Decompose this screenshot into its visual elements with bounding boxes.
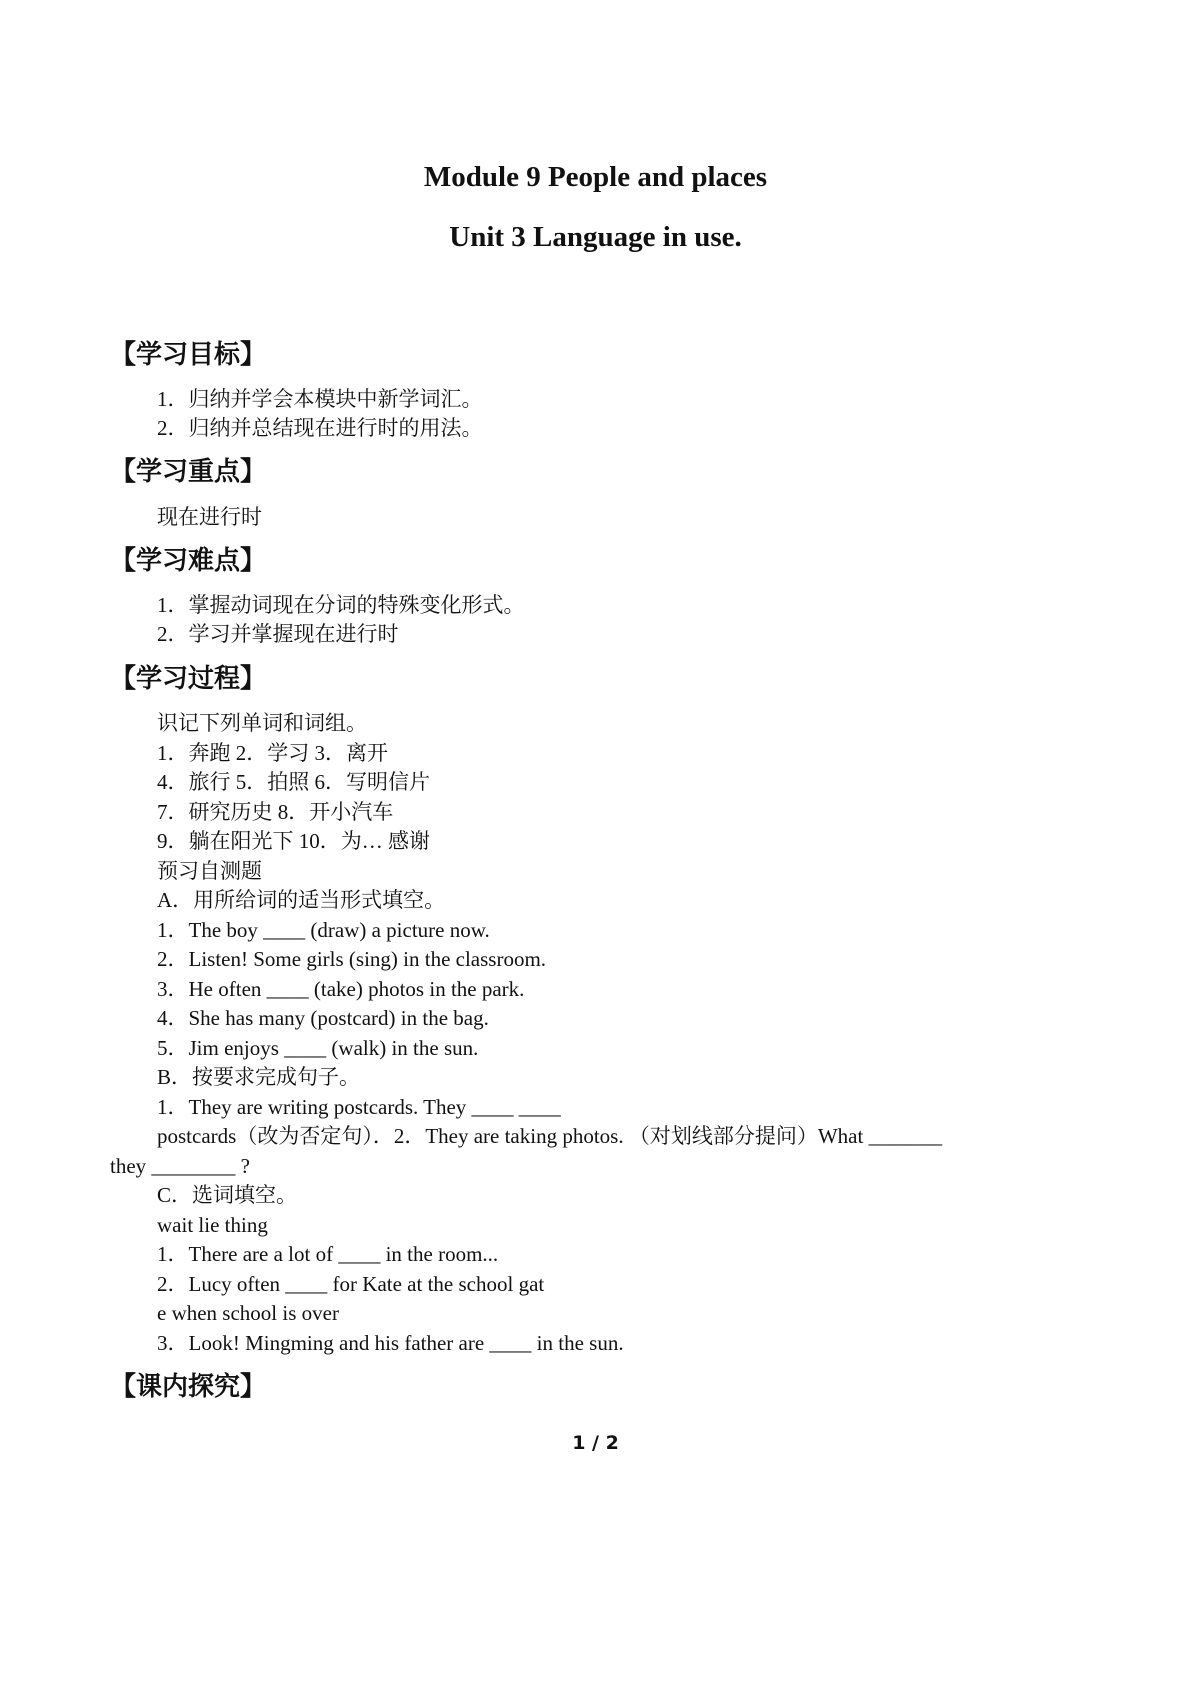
process-line: 识记下列单词和词组。 — [157, 711, 367, 735]
section-heading-objectives: 【学习目标】 — [110, 340, 267, 370]
section-heading-difficulties: 【学习难点】 — [110, 546, 267, 576]
process-line: 4．旅行 5．拍照 6．写明信片 — [157, 770, 430, 794]
module-title: Module 9 People and places — [423, 161, 768, 193]
difficulty-item: 2．学习并掌握现在进行时 — [157, 622, 399, 646]
exercise-item: postcards（改为否定句）．2．They are taking photos. （对划线部分提问）What _______ — [157, 1124, 943, 1148]
unit-title: Unit 3 Language in use. — [449, 221, 742, 253]
word-bank: wait lie thing — [157, 1213, 268, 1237]
process-line: 9．躺在阳光下 10．为… 感谢 — [157, 829, 430, 853]
exercise-item-continued: e when school is over — [157, 1301, 339, 1325]
exercise-part-heading: B．按要求完成句子。 — [157, 1065, 361, 1089]
section-heading-inquiry: 【课内探究】 — [110, 1372, 267, 1402]
objective-item: 2．归纳并总结现在进行时的用法。 — [157, 416, 483, 440]
section-heading-process: 【学习过程】 — [110, 664, 267, 694]
exercise-item: 3．Look! Mingming and his father are ____ in the sun. — [157, 1331, 624, 1355]
process-line: 预习自测题 — [157, 859, 262, 883]
process-line: 1．奔跑 2．学习 3．离开 — [157, 741, 388, 765]
process-line: 7．研究历史 8．开小汽车 — [157, 800, 394, 824]
exercise-item: 3．He often ____ (take) photos in the park. — [157, 977, 525, 1001]
exercise-item: 2．Listen! Some girls (sing) in the classroom. — [157, 947, 547, 971]
exercise-item: 2．Lucy often ____ for Kate at the school gat — [157, 1272, 545, 1296]
exercise-item: 4．She has many (postcard) in the bag. — [157, 1006, 489, 1030]
exercise-item: 1．They are writing postcards. They ____ ____ — [157, 1095, 561, 1119]
page-number: 1 / 2 — [572, 1432, 619, 1454]
section-heading-key-points: 【学习重点】 — [110, 457, 267, 487]
exercise-part-heading: A．用所给词的适当形式填空。 — [157, 888, 446, 912]
difficulty-item: 1．掌握动词现在分词的特殊变化形式。 — [157, 593, 525, 617]
exercise-item: 1．There are a lot of ____ in the room... — [157, 1242, 499, 1266]
objective-item: 1．归纳并学会本模块中新学词汇。 — [157, 387, 483, 411]
exercise-item-continued: they ________ ? — [110, 1154, 250, 1178]
exercise-part-heading: C．选词填空。 — [157, 1183, 298, 1207]
exercise-item: 1．The boy ____ (draw) a picture now. — [157, 918, 490, 942]
key-point-item: 现在进行时 — [157, 505, 262, 529]
exercise-item: 5．Jim enjoys ____ (walk) in the sun. — [157, 1036, 479, 1060]
